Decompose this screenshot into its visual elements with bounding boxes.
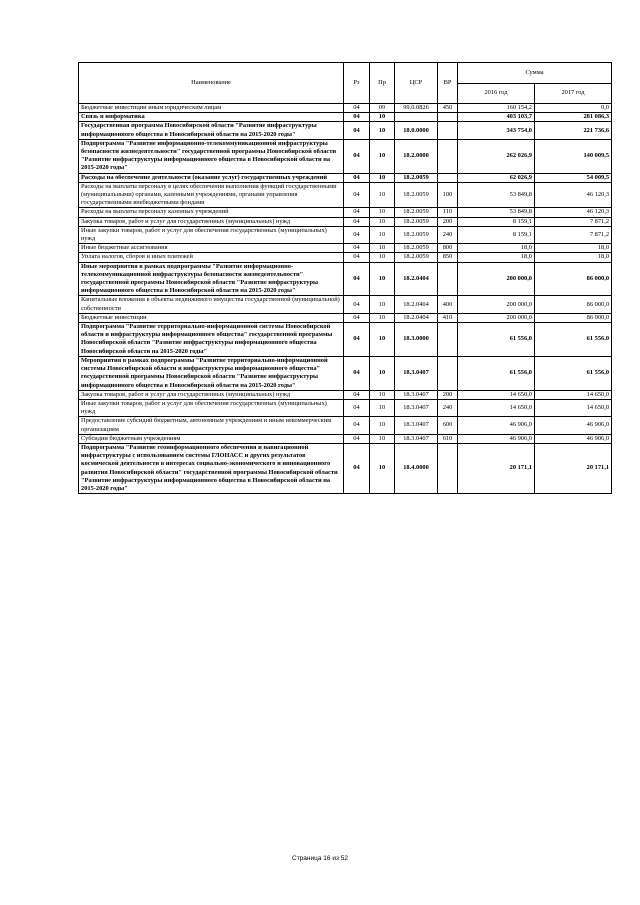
row-pr: 10 [370, 323, 395, 357]
row-rz: 04 [344, 262, 370, 296]
row-rz: 04 [344, 390, 370, 399]
row-vr: 240 [438, 399, 458, 416]
row-pr: 10 [370, 262, 395, 296]
row-rz: 04 [344, 244, 370, 253]
row-vr [438, 173, 458, 182]
header-sum: Сумма [458, 63, 612, 84]
row-pr: 10 [370, 208, 395, 217]
row-vr [438, 139, 458, 173]
row-pr: 10 [370, 390, 395, 399]
row-name: Закупка товаров, работ и услуг для государственных (муниципальных) нужд [79, 390, 344, 399]
row-sum-2016: 200 000,0 [458, 262, 535, 296]
row-vr [438, 356, 458, 390]
row-vr: 800 [438, 244, 458, 253]
table-row [79, 122, 612, 139]
row-rz: 04 [344, 356, 370, 390]
row-pr: 10 [370, 253, 395, 262]
table-row [79, 417, 612, 434]
table-row [79, 443, 612, 493]
budget-table [78, 62, 612, 494]
row-pr: 10 [370, 182, 395, 208]
row-sum-2016: 14 650,0 [458, 399, 535, 416]
row-rz: 04 [344, 122, 370, 139]
row-rz: 04 [344, 182, 370, 208]
row-rz: 04 [344, 217, 370, 226]
row-csr: 18.3.0407 [395, 417, 438, 434]
row-vr: 200 [438, 390, 458, 399]
row-name: Иные закупки товаров, работ и услуг для обеспечения государственных (муниципальных) нужд [79, 226, 344, 243]
row-rz: 04 [344, 113, 370, 122]
row-pr: 10 [370, 122, 395, 139]
row-csr: 18.2.0059 [395, 182, 438, 208]
row-sum-2017: 61 556,0 [535, 323, 612, 357]
row-vr [438, 323, 458, 357]
row-sum-2016: 61 556,0 [458, 323, 535, 357]
table-row [79, 217, 612, 226]
row-sum-2017: 54 009,5 [535, 173, 612, 182]
row-sum-2016: 53 849,8 [458, 208, 535, 217]
row-vr [438, 443, 458, 493]
row-vr: 400 [438, 296, 458, 313]
row-sum-2017: 140 009,5 [535, 139, 612, 173]
row-vr: 610 [438, 434, 458, 443]
row-csr: 18.2.0059 [395, 173, 438, 182]
row-pr: 10 [370, 173, 395, 182]
row-csr: 18.2.0404 [395, 262, 438, 296]
row-pr: 10 [370, 399, 395, 416]
row-rz: 04 [344, 417, 370, 434]
row-sum-2017: 46 120,3 [535, 208, 612, 217]
row-sum-2016: 200 000,0 [458, 296, 535, 313]
row-sum-2017: 86 000,0 [535, 296, 612, 313]
row-name: Иные бюджетные ассигнования [79, 244, 344, 253]
table-row [79, 323, 612, 357]
row-name: Подпрограмма "Развитие геоинформационного обеспечения и навигационной инфраструктуры с использованием системы ГЛОНАСС и других результатов космической деятельности в интересах социально-экономического и инновационного развития Новосибирской области" государственной программы Новосибирской области "Развитие инфраструктуры информационного общества в Новосибирской области на 2015-2020 годы" [79, 443, 344, 493]
row-sum-2016: 53 849,8 [458, 182, 535, 208]
row-sum-2016: 8 159,1 [458, 226, 535, 243]
table-row [79, 253, 612, 262]
row-vr [438, 262, 458, 296]
row-pr: 10 [370, 113, 395, 122]
page-footer: Страница 16 из 52 [292, 855, 348, 862]
row-name: Связь и информатика [79, 113, 344, 122]
row-sum-2017: 46 906,0 [535, 417, 612, 434]
row-sum-2016: 18,0 [458, 253, 535, 262]
row-sum-2017: 18,0 [535, 253, 612, 262]
row-rz: 04 [344, 208, 370, 217]
row-csr: 18.3.0407 [395, 390, 438, 399]
row-csr: 18.2.0059 [395, 244, 438, 253]
header-name: Наименование [79, 63, 344, 104]
row-name: Закупка товаров, работ и услуг для государственных (муниципальных) нужд [79, 217, 344, 226]
row-name: Государственная программа Новосибирской области "Развитие инфраструктуры информационного общества в Новосибирской области на 2015-2020 годы" [79, 122, 344, 139]
row-csr: 18.2.0059 [395, 217, 438, 226]
row-rz: 04 [344, 323, 370, 357]
row-sum-2017: 7 871,2 [535, 226, 612, 243]
row-sum-2016: 61 556,0 [458, 356, 535, 390]
row-vr: 240 [438, 226, 458, 243]
row-pr: 10 [370, 443, 395, 493]
table-row [79, 208, 612, 217]
row-csr: 18.3.0407 [395, 434, 438, 443]
row-pr: 10 [370, 356, 395, 390]
row-sum-2016: 403 103,7 [458, 113, 535, 122]
header-vr: ВР [438, 63, 458, 104]
row-rz: 04 [344, 434, 370, 443]
header-pr: Пр [370, 63, 395, 104]
row-rz: 04 [344, 139, 370, 173]
row-csr: 18.0.0000 [395, 122, 438, 139]
row-name: Расходы на обеспечение деятельности (оказание услуг) государственных учреждений [79, 173, 344, 182]
table-header [79, 63, 612, 104]
table-row [79, 104, 612, 113]
row-sum-2017: 46 120,3 [535, 182, 612, 208]
table-row [79, 182, 612, 208]
row-vr: 600 [438, 417, 458, 434]
row-vr: 100 [438, 182, 458, 208]
row-sum-2017: 14 650,0 [535, 399, 612, 416]
row-csr: 18.2.0059 [395, 208, 438, 217]
row-vr [438, 113, 458, 122]
row-name: Капитальные вложения в объекты недвижимого имущества государственной (муниципальной) собственности [79, 296, 344, 313]
table-row [79, 173, 612, 182]
row-name: Расходы на выплаты персоналу в целях обеспечения выполнения функций государственными (муниципальными) органами, казенными учреждениями, органами управления государственными внебюджетными фондами [79, 182, 344, 208]
row-pr: 10 [370, 296, 395, 313]
row-sum-2016: 62 026,9 [458, 173, 535, 182]
header-year-2017: 2017 год [535, 84, 612, 104]
row-csr: 18.2.0059 [395, 226, 438, 243]
row-name: Иные закупки товаров, работ и услуг для обеспечения государственных (муниципальных) нужд [79, 399, 344, 416]
row-pr: 10 [370, 244, 395, 253]
row-sum-2017: 46 906,0 [535, 434, 612, 443]
table-row [79, 356, 612, 390]
row-rz: 04 [344, 104, 370, 113]
row-csr: 18.3.0000 [395, 323, 438, 357]
row-name: Бюджетные инвестиции иным юридическим лицам [79, 104, 344, 113]
row-csr: 18.2.0404 [395, 296, 438, 313]
row-csr: 18.2.0404 [395, 313, 438, 322]
row-csr: 18.4.0000 [395, 443, 438, 493]
row-name: Субсидии бюджетным учреждениям [79, 434, 344, 443]
row-name: Расходы на выплаты персоналу казенных учреждений [79, 208, 344, 217]
row-csr: 99.0.0826 [395, 104, 438, 113]
row-vr: 410 [438, 313, 458, 322]
row-csr: 18.2.0000 [395, 139, 438, 173]
table-row [79, 296, 612, 313]
row-sum-2016: 46 906,0 [458, 434, 535, 443]
row-csr [395, 113, 438, 122]
table-row [79, 139, 612, 173]
row-pr: 10 [370, 313, 395, 322]
row-sum-2017: 86 000,0 [535, 262, 612, 296]
row-vr: 450 [438, 104, 458, 113]
table-row [79, 434, 612, 443]
table-row [79, 399, 612, 416]
row-sum-2016: 343 754,0 [458, 122, 535, 139]
row-sum-2017: 18,0 [535, 244, 612, 253]
row-vr: 200 [438, 217, 458, 226]
row-name: Иные мероприятия в рамках подпрограммы "Развитие информационно-телекоммуникационной инфраструктуры безопасности жизнедеятельности" государственной программы Новосибирской области "Развитие инфраструктуры информационного общества в Новосибирской области на 2015-2020 годы" [79, 262, 344, 296]
header-year-2016: 2016 год [458, 84, 535, 104]
table-row [79, 390, 612, 399]
row-pr: 10 [370, 417, 395, 434]
row-name: Уплата налогов, сборов и иных платежей [79, 253, 344, 262]
row-pr: 10 [370, 217, 395, 226]
row-rz: 04 [344, 296, 370, 313]
row-rz: 04 [344, 226, 370, 243]
table-row [79, 313, 612, 322]
row-sum-2016: 20 171,1 [458, 443, 535, 493]
row-sum-2016: 262 026,9 [458, 139, 535, 173]
row-rz: 04 [344, 253, 370, 262]
row-name: Бюджетные инвестиции [79, 313, 344, 322]
row-sum-2017: 20 171,1 [535, 443, 612, 493]
row-sum-2017: 281 086,3 [535, 113, 612, 122]
row-sum-2017: 221 736,6 [535, 122, 612, 139]
header-csr: ЦСР [395, 63, 438, 104]
row-rz: 04 [344, 399, 370, 416]
row-csr: 18.3.0407 [395, 356, 438, 390]
row-sum-2016: 14 650,0 [458, 390, 535, 399]
row-name: Подпрограмма "Развитие территориально-информационной системы Новосибирской области и инфраструктуры информационного общества" государственной программы Новосибирской области "Развитие инфраструктуры информационного общества Новосибирской области на 2015-2020 годы" [79, 323, 344, 357]
table-row [79, 226, 612, 243]
row-name: Мероприятия в рамках подпрограммы "Развитие территориально-информационной системы Новосибирской области и инфраструктуры информационного общества" государственной программы Новосибирской области "Развитие инфраструктуры информационного общества в Новосибирской области на 2015-2020 годы" [79, 356, 344, 390]
row-csr: 18.3.0407 [395, 399, 438, 416]
row-sum-2017: 7 871,2 [535, 217, 612, 226]
table-row [79, 262, 612, 296]
table-row [79, 113, 612, 122]
table-body [79, 104, 612, 494]
row-sum-2016: 8 159,1 [458, 217, 535, 226]
row-sum-2016: 200 000,0 [458, 313, 535, 322]
row-pr: 10 [370, 434, 395, 443]
row-csr: 18.2.0059 [395, 253, 438, 262]
row-vr: 110 [438, 208, 458, 217]
row-pr: 10 [370, 139, 395, 173]
row-rz: 04 [344, 173, 370, 182]
row-sum-2016: 160 154,2 [458, 104, 535, 113]
header-rz: Рз [344, 63, 370, 104]
row-sum-2017: 61 556,0 [535, 356, 612, 390]
row-rz: 04 [344, 443, 370, 493]
row-sum-2017: 14 650,0 [535, 390, 612, 399]
row-sum-2017: 86 000,0 [535, 313, 612, 322]
row-pr: 09 [370, 104, 395, 113]
row-sum-2016: 18,0 [458, 244, 535, 253]
row-rz: 04 [344, 313, 370, 322]
row-name: Подпрограмма "Развитие информационно-телекоммуникационной инфраструктуры безопасности жизнедеятельности" государственной программы Новосибирской области "Развитие инфраструктуры информационного общества в Новосибирской области на 2015-2020 годы" [79, 139, 344, 173]
row-sum-2016: 46 906,0 [458, 417, 535, 434]
table-row [79, 244, 612, 253]
row-vr: 850 [438, 253, 458, 262]
row-name: Предоставление субсидий бюджетным, автономным учреждениям и иным некоммерческим организациям [79, 417, 344, 434]
row-sum-2017: 0,0 [535, 104, 612, 113]
row-pr: 10 [370, 226, 395, 243]
row-vr [438, 122, 458, 139]
